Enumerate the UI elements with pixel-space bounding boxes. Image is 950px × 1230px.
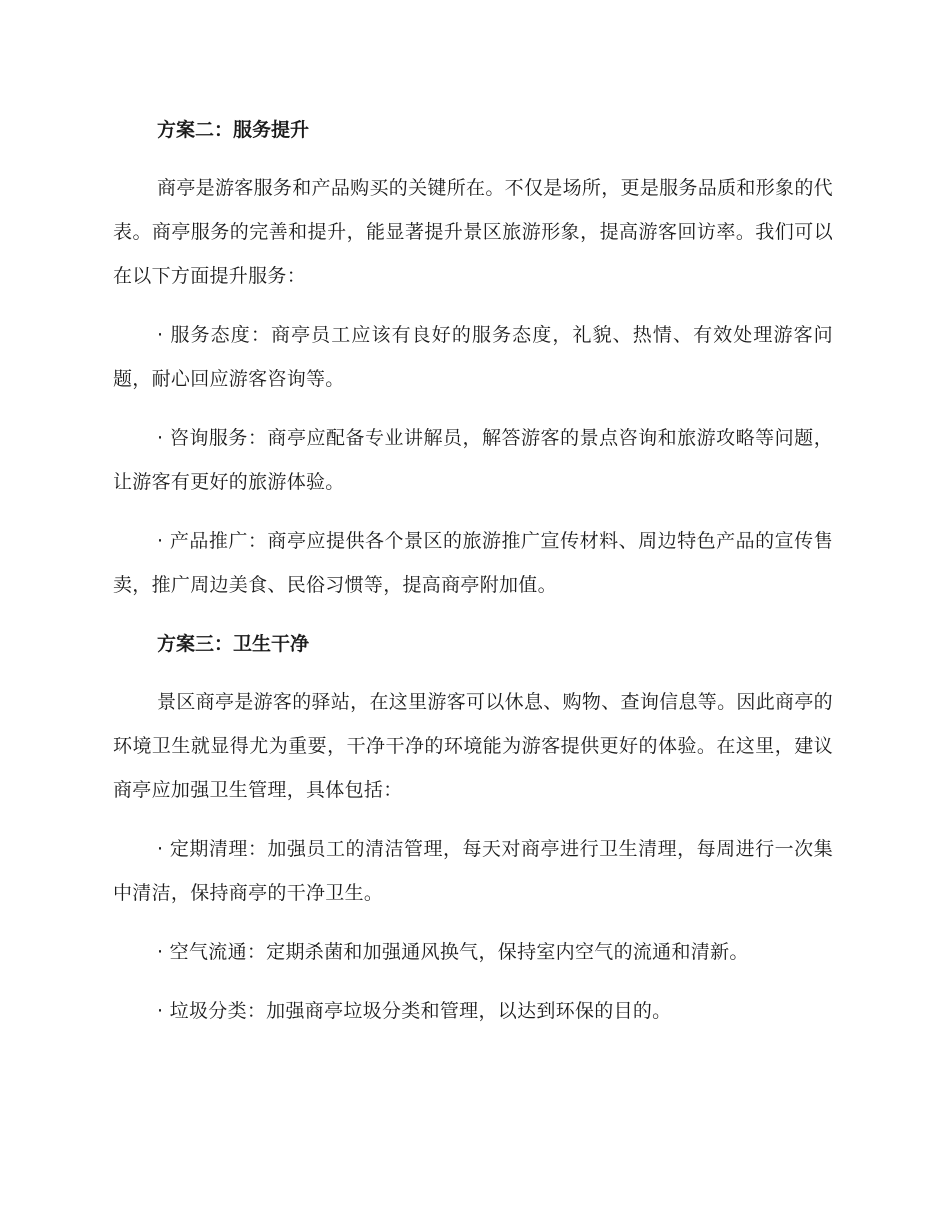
section-heading: 方案三：卫生干净: [157, 633, 310, 655]
bullet-item: · 咨询服务：商亭应配备专业讲解员，解答游客的景点咨询和旅游攻略等问题，让游客有更好的旅游体验。: [113, 427, 833, 493]
bullet-item: · 垃圾分类：加强商亭垃圾分类和管理，以达到环保的目的。: [157, 1000, 672, 1022]
document-page: [113, 108, 833, 1048]
bullet-item: · 产品推广：商亭应提供各个景区的旅游推广宣传材料、周边特色产品的宣传售卖，推广周边美食、民俗习惯等，提高商亭附加值。: [113, 530, 833, 596]
bullet-item: · 定期清理：加强员工的清洁管理，每天对商亭进行卫生清理，每周进行一次集中清洁，保持商亭的干净卫生。: [113, 838, 833, 904]
section-hygiene: [113, 622, 833, 1033]
paragraph: 商亭是游客服务和产品购买的关键所在。不仅是场所，更是服务品质和形象的代表。商亭服务的完善和提升，能显著提升景区旅游形象，提高游客回访率。我们可以在以下方面提升服务：: [113, 177, 833, 287]
bullet-item: · 空气流通：定期杀菌和加强通风换气，保持室内空气的流通和清新。: [157, 941, 749, 963]
paragraph: 景区商亭是游客的驿站，在这里游客可以休息、购物、查询信息等。因此商亭的环境卫生就显得尤为重要，干净干净的环境能为游客提供更好的体验。在这里，建议商亭应加强卫生管理，具体包括：: [113, 691, 833, 801]
bullet-item: · 服务态度：商亭员工应该有良好的服务态度，礼貌、热情、有效处理游客问题，耐心回应游客咨询等。: [113, 324, 833, 390]
section-service-upgrade: [113, 108, 833, 607]
section-heading: 方案二：服务提升: [157, 119, 310, 141]
